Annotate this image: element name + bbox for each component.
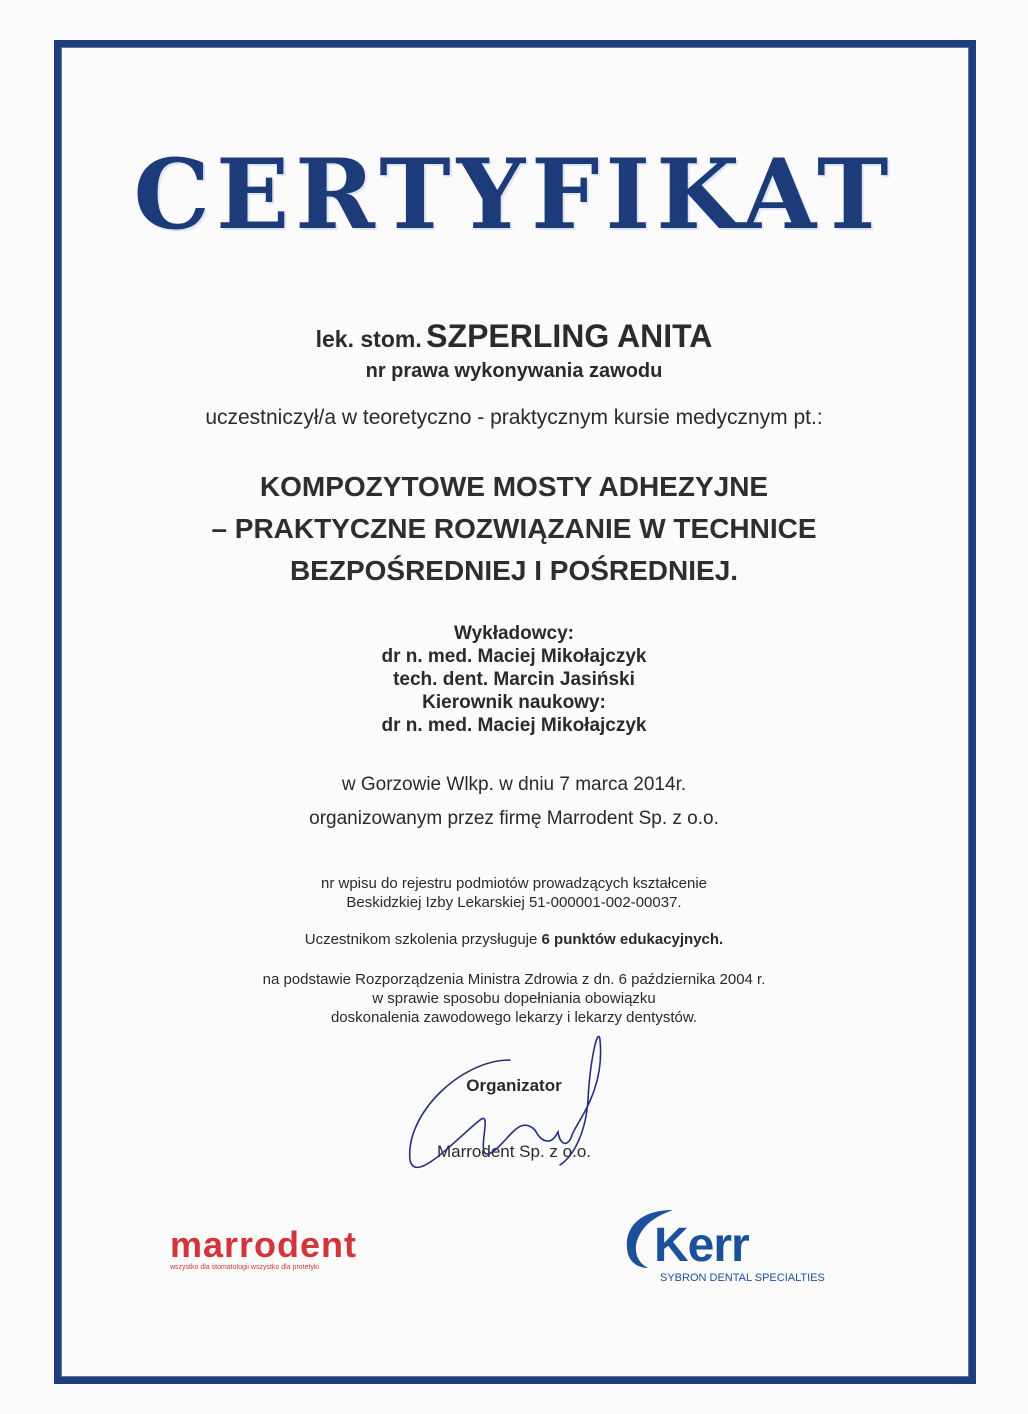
course-title-line-2: – PRAKTYCZNE ROZWIĄZANIE W TECHNICE (211, 513, 817, 544)
course-title-line-3: BEZPOŚREDNIEJ I POŚREDNIEJ. (289, 555, 739, 586)
kerr-logo-text: Kerr (654, 1219, 749, 1272)
signature-image (400, 1020, 620, 1180)
scientific-head: dr n. med. Maciej Mikołajczyk (381, 715, 647, 736)
regulation-line-2: w sprawie sposobu dopełniania obowiązku (372, 990, 656, 1007)
registry-info (0, 874, 1028, 912)
certificate-title: CERTYFIKAT (133, 138, 895, 251)
recipient-prefix: lek. stom. (315, 326, 422, 352)
recipient-name: SZPERLING ANITA (426, 318, 713, 354)
marrodent-logo-text: marrodent (170, 1224, 358, 1265)
scientific-head-label: Kierownik naukowy: (422, 692, 606, 713)
organizer-label: Organizator (466, 1076, 562, 1095)
lecturer-1: dr n. med. Maciej Mikołajczyk (381, 646, 647, 667)
participation-statement: uczestniczył/a w teoretyczno - praktycznym kursie medycznym pt.: (205, 406, 823, 429)
lecturers-block (0, 622, 1028, 737)
kerr-logo-tagline: SYBRON DENTAL SPECIALTIES (660, 1272, 825, 1284)
organized-by: organizowanym przez firmę Marrodent Sp. z o.o. (309, 808, 719, 829)
lecturer-2: tech. dent. Marcin Jasiński (393, 669, 635, 690)
recipient-line (0, 318, 1028, 355)
points-text: Uczestnikom szkolenia przysługuje (304, 931, 542, 948)
marrodent-logo-tagline: wszystko dla stomatologii wszystko dla protetyki (170, 1264, 319, 1271)
regulation-line-1: na podstawie Rozporządzenia Ministra Zdrowia z dn. 6 października 2004 r. (262, 971, 766, 988)
course-title (0, 466, 1028, 592)
regulation-info (0, 970, 1028, 1027)
registry-line-1: nr wpisu do rejestru podmiotów prowadzących kształcenie (320, 875, 707, 892)
points-value: 6 punktów edukacyjnych. (541, 931, 724, 948)
education-points (0, 931, 1028, 948)
course-title-line-1: KOMPOZYTOWE MOSTY ADHEZYJNE (259, 471, 769, 502)
organizer-company: Marrodent Sp. z o.o. (436, 1142, 592, 1161)
place-date: w Gorzowie Wlkp. w dniu 7 marca 2014r. (341, 774, 687, 795)
lecturers-label: Wykładowcy: (453, 623, 575, 644)
regulation-line-3: doskonalenia zawodowego lekarzy i lekarzy dentystów. (330, 1009, 698, 1026)
registry-line-2: Beskidzkiej Izby Lekarskiej 51-000001-002-00037. (346, 894, 682, 911)
marrodent-logo (170, 1224, 390, 1271)
license-number-label: nr prawa wykonywania zawodu (365, 360, 663, 382)
